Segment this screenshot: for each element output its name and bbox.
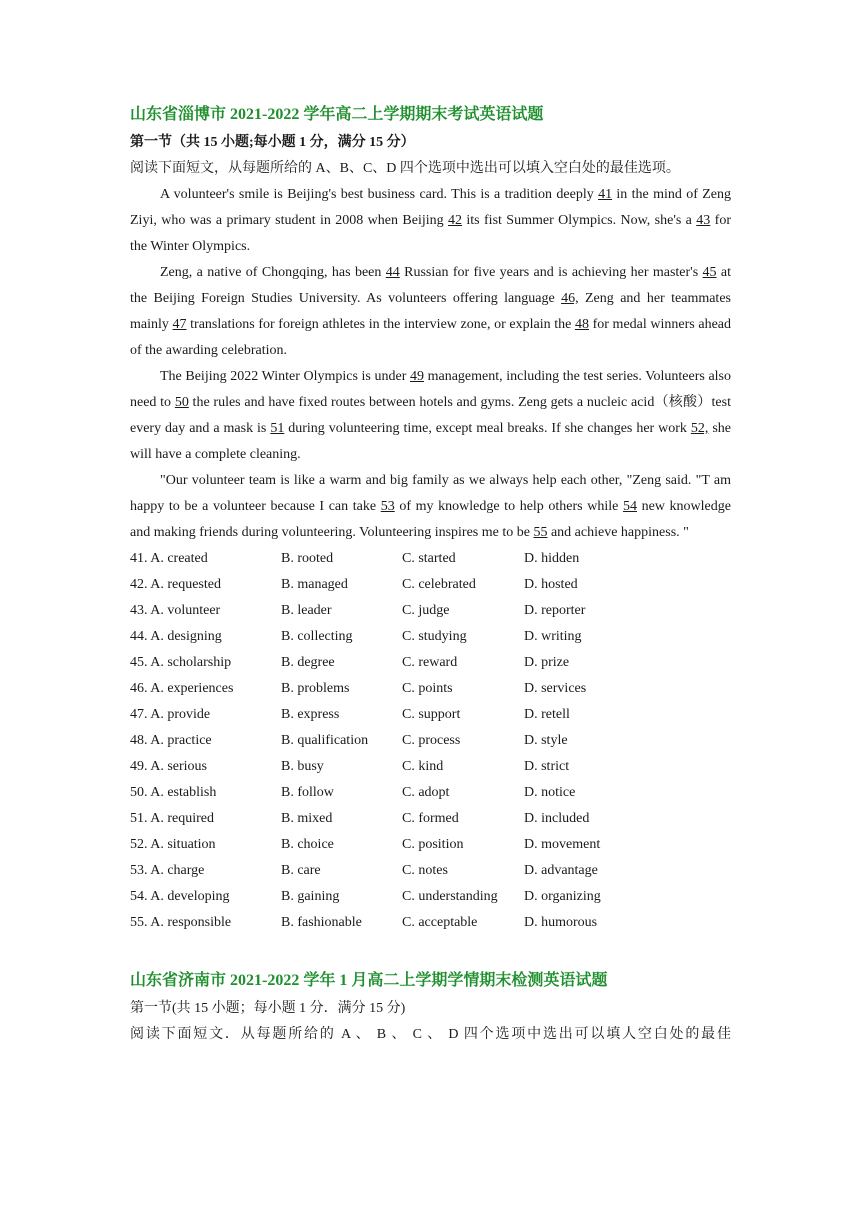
passage-text: translations for foreign athletes in the interview zone, or explain the — [186, 317, 575, 332]
option-row — [130, 546, 731, 572]
option-choice: C. support — [402, 707, 461, 722]
blank-number: 53 — [380, 499, 395, 514]
option-choice: D. reporter — [524, 603, 586, 618]
option-choice: C. understanding — [402, 889, 498, 904]
passage-text: of my knowledge to help others while — [394, 499, 623, 514]
option-choice: B. care — [281, 863, 321, 878]
option-choice: B. choice — [281, 837, 334, 852]
section1-header: 第一节（共 15 小题;每小题 1 分，满分 15 分） — [130, 135, 415, 150]
option-choice: 44. A. designing — [130, 629, 222, 644]
blank-number: 50 — [174, 395, 189, 410]
passage-paragraph — [130, 468, 731, 546]
passage-text: its fist Summer Olympics. Now, she's a — [462, 213, 697, 228]
option-choice: C. judge — [402, 603, 450, 618]
option-row — [130, 728, 731, 754]
passage-text: "Our volunteer team is like a warm and big family as we always help each other, "Zeng said. "T am happy to be a volunteer because I can take — [130, 473, 731, 514]
option-choice: B. follow — [281, 785, 334, 800]
option-choice: 43. A. volunteer — [130, 603, 221, 618]
option-choice: C. adopt — [402, 785, 450, 800]
section2-header: 第一节(共 15 小题；每小题 1 分．满分 15 分) — [130, 1001, 406, 1016]
option-choice: C. acceptable — [402, 915, 478, 930]
blank-number: 51 — [270, 421, 285, 436]
option-choice: D. included — [524, 811, 590, 826]
blank-number: 46, — [561, 291, 579, 306]
passage-text: A volunteer's smile is Beijing's best business card. This is a tradition deeply — [160, 187, 599, 202]
blank-number: 54 — [622, 499, 637, 514]
option-choice: 47. A. provide — [130, 707, 211, 722]
section2-instruction: 阅读下面短文．从每题所给的 A 、 B 、 C 、 D 四个选项中选出可以填人空白处的最佳 — [130, 1027, 731, 1042]
section2-title: 山东省济南市 2021-2022 学年 1 月高二上学期学情期末检测英语试题 — [130, 972, 608, 989]
option-choice: C. formed — [402, 811, 459, 826]
passage-text: during volunteering time, except meal breaks. If she changes her work — [284, 421, 691, 436]
passage-text: in the mind of Zeng Ziyi, who was a primary student in 2008 when Beijing — [130, 187, 731, 228]
section1-instruction: 阅读下面短文，从每题所给的 A、B、C、D 四个选项中选出可以填入空白处的最佳选项。 — [130, 161, 680, 176]
option-choice: C. started — [402, 551, 456, 566]
option-choice: 51. A. required — [130, 811, 214, 826]
passage-text: she will have a complete cleaning. — [130, 421, 732, 462]
passage-text: Zeng and her teammates mainly — [130, 291, 731, 332]
option-choice: 49. A. serious — [130, 759, 207, 774]
document-page — [130, 100, 731, 1048]
option-row — [130, 910, 731, 936]
option-row — [130, 754, 731, 780]
blank-number: 44 — [385, 265, 400, 280]
option-row — [130, 832, 731, 858]
option-choice: D. hosted — [524, 577, 578, 592]
passage-text: management, including the test series. Volunteers also need to — [130, 369, 732, 410]
option-choice: B. rooted — [281, 551, 334, 566]
option-choice: B. fashionable — [281, 915, 362, 930]
passage-text: new knowledge and making friends during volunteering. Volunteering inspires me to be — [130, 499, 731, 540]
option-choice: C. studying — [402, 629, 467, 644]
option-row — [130, 650, 731, 676]
passage-paragraph — [130, 260, 731, 364]
option-choice: D. writing — [524, 629, 582, 644]
option-choice: 55. A. responsible — [130, 915, 232, 930]
option-choice: B. degree — [281, 655, 335, 670]
blank-number: 49 — [409, 369, 424, 384]
option-choice: C. process — [402, 733, 461, 748]
option-choice: D. retell — [524, 707, 570, 722]
option-choice: C. notes — [402, 863, 448, 878]
option-row — [130, 884, 731, 910]
option-row — [130, 598, 731, 624]
option-choice: 45. A. scholarship — [130, 655, 232, 670]
option-choice: 41. A. created — [130, 551, 208, 566]
passage-text: for medal winners ahead of the awarding celebration. — [130, 317, 732, 358]
option-row — [130, 858, 731, 884]
option-choice: B. managed — [281, 577, 348, 592]
option-choice: 48. A. practice — [130, 733, 212, 748]
option-choice: B. qualification — [281, 733, 369, 748]
option-choice: D. hidden — [524, 551, 580, 566]
blank-number: 45 — [702, 265, 717, 280]
passage-paragraph — [130, 182, 731, 260]
option-row — [130, 572, 731, 598]
option-choice: B. collecting — [281, 629, 353, 644]
option-choice: C. position — [402, 837, 464, 852]
passage-text: Zeng, a native of Chongqing, has been — [160, 265, 386, 280]
option-choice: D. organizing — [524, 889, 601, 904]
blank-number: 42 — [448, 213, 463, 228]
option-choice: C. points — [402, 681, 453, 696]
passage-text: and achieve happiness. " — [547, 525, 689, 540]
option-choice: 53. A. charge — [130, 863, 205, 878]
option-row — [130, 702, 731, 728]
option-choice: 42. A. requested — [130, 577, 221, 592]
option-choice: B. mixed — [281, 811, 333, 826]
option-choice: B. problems — [281, 681, 350, 696]
option-choice: 46. A. experiences — [130, 681, 234, 696]
passage — [130, 182, 731, 546]
passage-text: the rules and have fixed routes between hotels and gyms. Zeng gets a nucleic acid（核酸）test every day and a mask is — [130, 395, 731, 436]
section1-title: 山东省淄博市 2021-2022 学年高二上学期期末考试英语试题 — [130, 106, 544, 123]
passage-text: for the Winter Olympics. — [130, 213, 731, 254]
passage-text: Russian for five years and is achieving her master's — [399, 265, 703, 280]
option-choice: D. style — [524, 733, 568, 748]
option-choice: B. gaining — [281, 889, 340, 904]
option-row — [130, 780, 731, 806]
option-choice: D. notice — [524, 785, 576, 800]
option-choice: D. prize — [524, 655, 570, 670]
option-choice: D. advantage — [524, 863, 598, 878]
option-choice: B. express — [281, 707, 340, 722]
blank-number: 48 — [574, 317, 589, 332]
option-row — [130, 624, 731, 650]
passage-text: at the Beijing Foreign Studies University. As volunteers offering language — [130, 265, 732, 306]
option-row — [130, 676, 731, 702]
option-choice: D. strict — [524, 759, 570, 774]
option-choice: B. busy — [281, 759, 324, 774]
blank-number: 47 — [172, 317, 187, 332]
option-choice: B. leader — [281, 603, 332, 618]
option-choice: 50. A. establish — [130, 785, 217, 800]
blank-number: 55 — [533, 525, 548, 540]
option-choice: D. humorous — [524, 915, 598, 930]
option-choice: 54. A. developing — [130, 889, 230, 904]
blank-number: 43 — [696, 213, 711, 228]
option-row — [130, 806, 731, 832]
option-choice: D. movement — [524, 837, 601, 852]
option-choice: C. celebrated — [402, 577, 476, 592]
blank-number: 52, — [690, 421, 709, 436]
option-choice: D. services — [524, 681, 587, 696]
blank-number: 41 — [598, 187, 613, 202]
option-choice: C. kind — [402, 759, 444, 774]
options-list — [130, 546, 731, 936]
passage-text: The Beijing 2022 Winter Olympics is under — [160, 369, 410, 384]
option-choice: 52. A. situation — [130, 837, 216, 852]
option-choice: C. reward — [402, 655, 458, 670]
passage-paragraph — [130, 364, 731, 468]
